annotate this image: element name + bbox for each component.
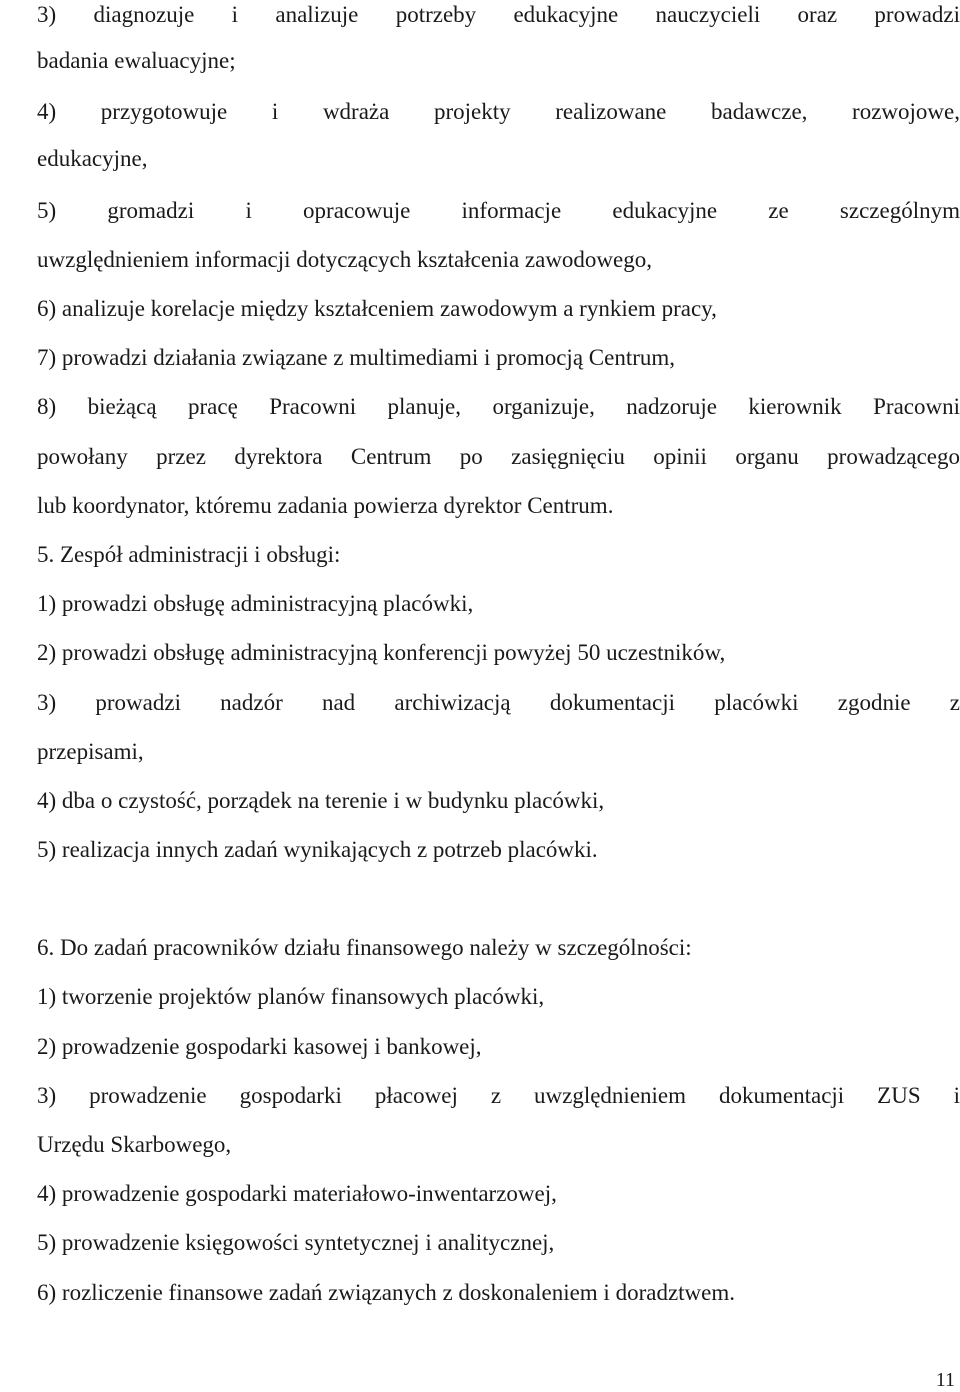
text-line: 4) dba o czystość, porządek na terenie i w budynku placówki, — [37, 788, 605, 813]
text-line: 3) prowadzenie gospodarki płacowej z uwzględnieniem dokumentacji ZUS i — [37, 1083, 960, 1108]
text-line: 6) analizuje korelacje między kształceniem zawodowym a rynkiem pracy, — [37, 296, 717, 321]
section-heading: 6. Do zadań pracowników działu finansowego należy w szczególności: — [37, 935, 692, 960]
text-line: 2) prowadzenie gospodarki kasowej i bankowej, — [37, 1034, 482, 1059]
text-line: uwzględnieniem informacji dotyczących kształcenia zawodowego, — [37, 247, 652, 272]
text-line: lub koordynator, któremu zadania powierza dyrektor Centrum. — [37, 493, 614, 518]
text-line: 3) prowadzi nadzór nad archiwizacją dokumentacji placówki zgodnie z — [37, 690, 960, 715]
page-number: 11 — [935, 1369, 955, 1391]
text-line: 3) diagnozuje i analizuje potrzeby edukacyjne nauczycieli oraz prowadzi — [37, 2, 960, 27]
text-line: Urzędu Skarbowego, — [37, 1132, 232, 1157]
text-line: 5) gromadzi i opracowuje informacje edukacyjne ze szczególnym — [37, 198, 960, 223]
text-line: 4) przygotowuje i wdraża projekty realizowane badawcze, rozwojowe, — [37, 99, 960, 124]
text-line: 5) prowadzenie księgowości syntetycznej i analitycznej, — [37, 1230, 555, 1255]
text-line: 2) prowadzi obsługę administracyjną konferencji powyżej 50 uczestników, — [37, 640, 726, 665]
text-line: 5) realizacja innych zadań wynikających z potrzeb placówki. — [37, 837, 598, 862]
text-line: 8) bieżącą pracę Pracowni planuje, organizuje, nadzoruje kierownik Pracowni — [37, 394, 960, 419]
text-line: 7) prowadzi działania związane z multimediami i promocją Centrum, — [37, 345, 676, 370]
text-line: badania ewaluacyjne; — [37, 48, 236, 73]
text-line: powołany przez dyrektora Centrum po zasięgnięciu opinii organu prowadzącego — [37, 444, 960, 469]
text-line: przepisami, — [37, 739, 144, 764]
text-line: 6) rozliczenie finansowe zadań związanych z doskonaleniem i doradztwem. — [37, 1280, 735, 1305]
section-heading: 5. Zespół administracji i obsługi: — [37, 542, 341, 567]
text-line: 4) prowadzenie gospodarki materiałowo-inwentarzowej, — [37, 1181, 557, 1206]
text-line: edukacyjne, — [37, 146, 148, 171]
text-line: 1) prowadzi obsługę administracyjną placówki, — [37, 591, 474, 616]
text-line: 1) tworzenie projektów planów finansowych placówki, — [37, 984, 545, 1009]
